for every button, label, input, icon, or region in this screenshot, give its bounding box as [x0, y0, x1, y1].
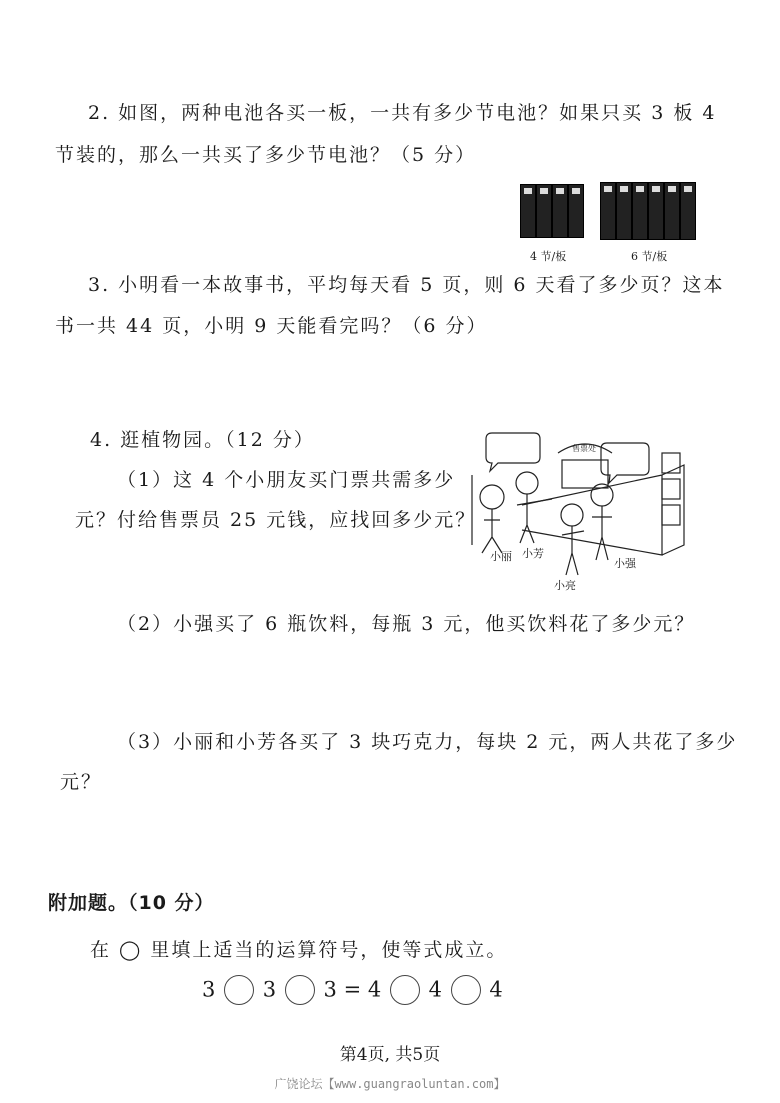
battery-icon	[680, 182, 696, 240]
eq-number: 4	[489, 977, 503, 1002]
q4-part2: （2）小强买了 6 瓶饮料，每瓶 3 元，他买饮料花了多少元？	[117, 613, 696, 635]
battery-icon	[648, 182, 664, 240]
operator-blank-1[interactable]	[224, 975, 254, 1005]
booth-sign: 售票处	[572, 444, 596, 453]
q2-line-1: 2. 如图，两种电池各买一板，一共有多少节电池？如果只买 3 板 4	[88, 102, 717, 124]
bonus-title: 附加题。（10 分）	[48, 892, 215, 914]
equals-sign: =	[343, 977, 362, 1002]
eq-number: 3	[202, 977, 216, 1002]
q3-line-1: 3. 小明看一本故事书，平均每天看 5 页，则 6 天看了多少页？这本	[88, 274, 725, 296]
battery-pack-6	[600, 182, 696, 244]
q4-part1-line-2: 元？付给售票员 25 元钱，应找回多少元？	[75, 509, 477, 531]
eq-number: 4	[367, 977, 382, 1002]
page-number: 第4页, 共5页	[339, 1045, 441, 1065]
kid-label-xiaoliang: 小亮	[554, 579, 576, 592]
operator-blank-2[interactable]	[285, 975, 315, 1005]
operator-blank-3[interactable]	[390, 975, 420, 1005]
q4-title: 4. 逛植物园。（12 分）	[90, 429, 315, 451]
q2-line-2: 节装的，那么一共买了多少节电池？（5 分）	[55, 144, 477, 166]
scene-drawing-icon	[462, 425, 698, 595]
q4-part3-line-2: 元？	[60, 771, 103, 793]
ticket-booth-illustration	[462, 425, 698, 595]
battery-icon	[536, 184, 552, 238]
battery-icon	[552, 184, 568, 238]
battery-icon	[568, 184, 584, 238]
eq-number: 3	[323, 977, 337, 1002]
bonus-equation	[202, 972, 503, 1006]
q4-part1-line-1: （1）这 4 个小朋友买门票共需多少	[117, 469, 456, 491]
q3-line-2: 书一共 44 页，小明 9 天能看完吗？（6 分）	[55, 315, 488, 337]
battery-icon	[616, 182, 632, 240]
kid-label-xiaoli: 小丽	[490, 550, 512, 563]
kid-label-xiaofang: 小芳	[522, 547, 544, 560]
battery-icon	[632, 182, 648, 240]
eq-number: 4	[428, 977, 442, 1002]
q4-part3-line-1: （3）小丽和小芳各买了 3 块巧克力，每块 2 元，两人共花了多少	[117, 731, 738, 753]
battery-icon	[664, 182, 680, 240]
battery-icon	[520, 184, 536, 238]
battery-pack-4	[520, 184, 584, 242]
battery-pack-4-label: 4 节/板	[530, 250, 567, 263]
eq-number: 3	[262, 977, 277, 1002]
battery-pack-6-label: 6 节/板	[631, 250, 668, 263]
kid-label-xiaoqiang: 小强	[614, 557, 636, 570]
battery-icon	[600, 182, 616, 240]
bonus-instruction: 在 ◯ 里填上适当的运算符号，使等式成立。	[90, 939, 508, 961]
operator-blank-4[interactable]	[451, 975, 481, 1005]
watermark: 广饶论坛【www.guangraoluntan.com】	[274, 1077, 506, 1091]
